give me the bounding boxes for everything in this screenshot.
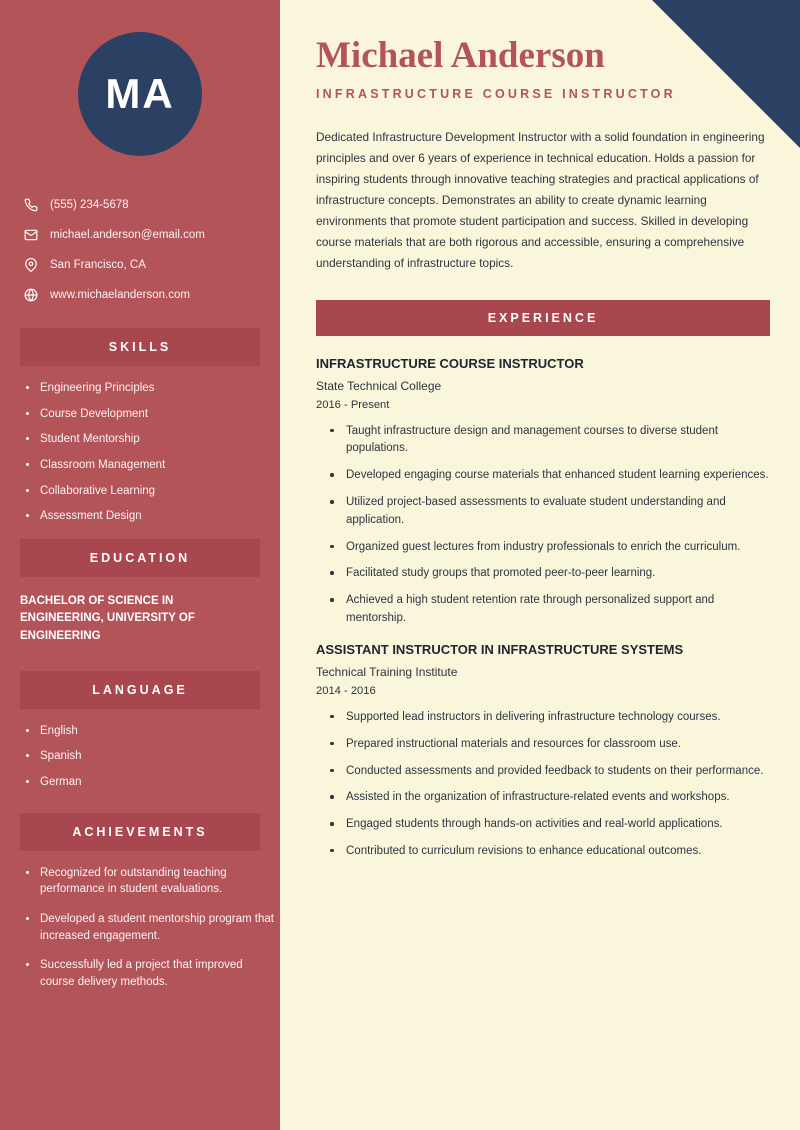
list-item: Collaborative Learning [26,483,280,500]
list-item: Utilized project-based assessments to evaluate student understanding and application. [330,494,770,530]
achievements-list [26,865,280,991]
contact-item-email [24,228,280,242]
avatar: MA [78,32,202,156]
list-item: Conducted assessments and provided feedback to students on their performance. [330,763,770,781]
list-item: Achieved a high student retention rate through personalized support and mentorship. [330,592,770,628]
education-heading: EDUCATION [20,539,260,577]
list-item: Engineering Principles [26,380,280,397]
sidebar-section-achievements [0,813,280,991]
job-dates: 2016 - Present [316,398,390,411]
education-degree: BACHELOR OF SCIENCE IN ENGINEERING, UNIVERSITY OF ENGINEERING [20,595,195,642]
list-item: Supported lead instructors in delivering infrastructure technology courses. [330,709,770,727]
language-heading: LANGUAGE [20,671,260,709]
page-title: Michael Anderson [316,35,605,76]
main-content [286,0,800,1130]
list-item: Prepared instructional materials and resources for classroom use. [330,736,770,754]
skills-heading: SKILLS [20,328,260,366]
sidebar-section-skills [0,328,280,525]
contact-phone-value: (555) 234-5678 [50,199,129,211]
sidebar-section-education [0,539,280,645]
contact-item-phone [24,198,280,212]
profile-summary: Dedicated Infrastructure Development Instructor with a solid foundation in engineering principles and over 6 years of experience in technical education. Holds a passion for inspiring students through innovative teaching strategies and practical applications of infrastructure concepts. Demonstrates an ability to create dynamic learning environments that promote student participation and success. Skilled in developing course materials that are both rigorous and accessible, ensuring a comprehensive understanding of infrastructure topics. [316,129,765,270]
job-organization: Technical Training Institute [316,664,458,679]
contact-website-value: www.michaelanderson.com [50,289,190,301]
list-item: Taught infrastructure design and management courses to diverse student populations. [330,423,770,459]
phone-icon [24,198,50,212]
globe-icon [24,288,50,302]
list-item: German [26,774,280,791]
list-item: English [26,723,280,740]
achievements-heading: ACHIEVEMENTS [20,813,260,851]
job-points [316,709,770,861]
sidebar [0,0,280,1130]
profile-subtitle: INFRASTRUCTURE COURSE INSTRUCTOR [316,86,676,101]
list-item: Assessment Design [26,508,280,525]
list-item: Facilitated study groups that promoted peer-to-peer learning. [330,565,770,583]
list-item: Course Development [26,406,280,423]
contact-item-website [24,288,280,302]
list-item: Recognized for outstanding teaching performance in student evaluations. [26,865,280,898]
list-item: Assisted in the organization of infrastructure-related events and workshops. [330,789,770,807]
job-role: ASSISTANT INSTRUCTOR IN INFRASTRUCTURE SYSTEMS [316,641,684,657]
location-icon [24,258,50,272]
experience-item [316,642,770,861]
contact-list [0,198,280,302]
email-icon [24,228,50,242]
skills-list [26,380,280,525]
job-role: INFRASTRUCTURE COURSE INSTRUCTOR [316,355,584,371]
list-item: Engaged students through hands-on activities and real-world applications. [330,816,770,834]
contact-email-value: michael.anderson@email.com [50,229,205,241]
list-item: Developed a student mentorship program that increased engagement. [26,911,280,944]
job-points [316,423,770,628]
list-item: Student Mentorship [26,431,280,448]
experience-item [316,356,770,628]
experience-heading: EXPERIENCE [316,300,770,336]
list-item: Contributed to curriculum revisions to enhance educational outcomes. [330,843,770,861]
avatar-container [0,0,280,156]
list-item: Organized guest lectures from industry professionals to enrich the curriculum. [330,539,770,557]
job-organization: State Technical College [316,378,442,393]
sidebar-section-language [0,671,280,791]
contact-location-value: San Francisco, CA [50,259,146,271]
language-list [26,723,280,791]
list-item: Spanish [26,748,280,765]
contact-item-location [24,258,280,272]
list-item: Successfully led a project that improved course delivery methods. [26,957,280,990]
job-dates: 2014 - 2016 [316,684,376,697]
list-item: Classroom Management [26,457,280,474]
list-item: Developed engaging course materials that enhanced student learning experiences. [330,467,770,485]
